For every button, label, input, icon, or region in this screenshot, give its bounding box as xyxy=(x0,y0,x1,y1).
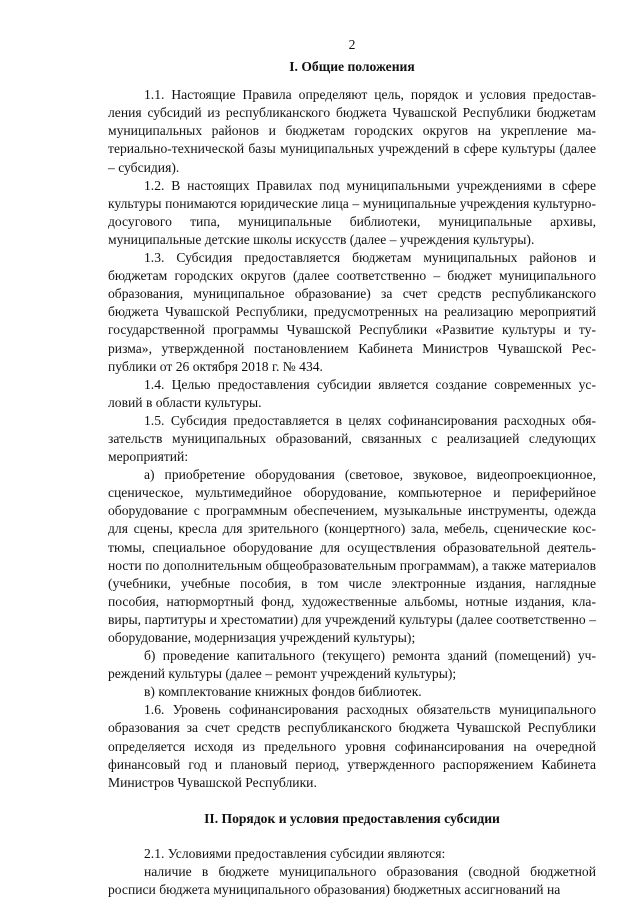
paragraph-1-5: 1.5. Субсидия предоставляется в целях софинансирования расходных обязательств муниципальных образований, связанных с реализацией следующих мероприятий: xyxy=(108,412,596,465)
section-2-title: II. Порядок и условия предоставления субсидии xyxy=(204,810,500,826)
page-number: 2 xyxy=(348,37,356,52)
paragraph-1-6: 1.6. Уровень софинансирования расходных обязательств муниципального образования за счет средств республиканского бюджета Чувашской Республики определяется исходя из предельного уровня софинансирования на очередной финансовый год и плановый период, утвержденного распоряжением Кабинета Министров Чувашской Республики. xyxy=(108,702,596,790)
paragraph-2-1-condition: наличие в бюджете муниципального образования (сводной бюджетной росписи бюджета муниципального образования) бюджетных ассигнований на xyxy=(108,864,596,898)
paragraph-1-2: 1.2. В настоящих Правилах под муниципальными учреждениями в сфере культуры понимаются юридические лица – муниципальные учреждения культурно-досугового типа, муниципальные библиотеки, муниципальные архивы, муниципальные детские школы искусств (далее – учреждения культуры). xyxy=(108,177,596,247)
paragraph-1-1: 1.1. Настоящие Правила определяют цель, порядок и условия предоставления субсидий из республиканского бюджета Чувашской Республики бюджетам муниципальных районов и бюджетам городских округов на укрепление материально-технической базы муниципальных учреждений в сфере культуры (далее – субсидия). xyxy=(108,87,596,175)
paragraph-1-5-b: б) проведение капитального (текущего) ремонта зданий (помещений) учреждений культуры (далее – ремонт учреждений культуры); xyxy=(108,648,596,682)
paragraph-1-3: 1.3. Субсидия предоставляется бюджетам муниципальных районов и бюджетам городских округов (далее соответственно – бюджет муниципального образования, муниципальное образование) за счет средств республиканского бюджета Чувашской Республики, предусмотренных на реализацию мероприятий государственной программы Чувашской Республики «Развитие культуры и туризма», утвержденной постановлением Кабинета Министров Чувашской Республики от 26 октября 2018 г. № 434. xyxy=(108,250,596,374)
paragraph-1-5-v: в) комплектование книжных фондов библиотек. xyxy=(144,684,422,700)
paragraph-2-1: 2.1. Условиями предоставления субсидии являются: xyxy=(144,845,446,861)
document-page xyxy=(108,36,596,899)
paragraph-1-4: 1.4. Целью предоставления субсидии является создание современных условий в области культуры. xyxy=(108,376,596,410)
paragraph-1-5-a: а) приобретение оборудования (световое, звуковое, видеопроекционное, сценическое, мультимедийное оборудование, компьютерное и периферийное оборудование с программным обеспечением, музыкальные инструменты, одежда для сцены, кресла для зрительного (концертного) зала, мебель, сценические костюмы, специальное оборудование для осуществления образовательной деятельности по дополнительным общеобразовательным программам), а также материалов (учебники, учебные пособия, в том числе электронные издания, наглядные пособия, натюрмортный фонд, художественные альбомы, нотные издания, клавиры, партитуры и хрестоматии) для учреждений культуры (далее соответственно – оборудование, модернизация учреждений культуры); xyxy=(108,467,596,645)
section-1-title: I. Общие положения xyxy=(289,59,415,75)
